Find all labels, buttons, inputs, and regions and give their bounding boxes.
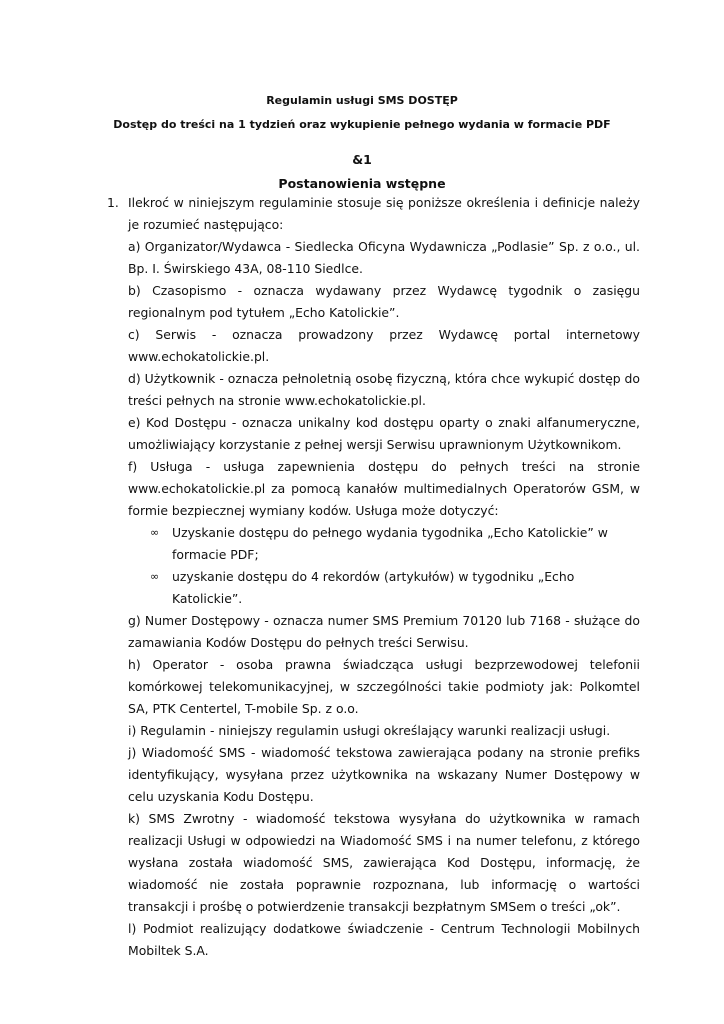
infinity-bullet-icon: ∞	[150, 570, 160, 583]
definition-d: d) Użytkownik - oznacza pełnoletnią osobę fizyczną, która chce wykupić dostęp do treści pełnych na stronie www.echokatolickie.pl.	[128, 371, 640, 408]
list-item-text: uzyskanie dostępu do 4 rekordów (artykułów) w tygodniku „Echo Katolickie”.	[172, 569, 575, 606]
document-title: Regulamin usługi SMS DOSTĘP	[266, 94, 458, 107]
definition-i: i) Regulamin - niniejszy regulamin usługi określający warunki realizacji usługi.	[128, 723, 611, 738]
infinity-bullet-icon: ∞	[150, 526, 160, 539]
definition-e: e) Kod Dostępu - oznacza unikalny kod dostępu oparty o znaki alfanumeryczne, umożliwiający korzystanie z pełnej wersji Serwisu uprawnionym Użytkownikom.	[128, 415, 640, 452]
definition-c: c) Serwis - oznacza prowadzony przez Wydawcę portal internetowy www.echokatolickie.pl.	[128, 327, 640, 364]
definition-g: g) Numer Dostępowy - oznacza numer SMS Premium 70120 lub 7168 - służące do zamawiania Kodów Dostępu do pełnych treści Serwisu.	[128, 613, 640, 650]
definition-j: j) Wiadomość SMS - wiadomość tekstowa zawierająca podany na stronie prefiks identyfikujący, wysyłana przez użytkownika na wskazany Numer Dostępowy w celu uzyskania Kodu Dostępu.	[128, 745, 640, 804]
definition-k: k) SMS Zwrotny - wiadomość tekstowa wysyłana do użytkownika w ramach realizacji Usługi w odpowiedzi na Wiadomość SMS i na numer telefonu, z którego wysłana została wiadomość SMS, zawierająca Kod Dostępu, informację, że wiadomość nie została poprawnie rozpoznana, lub informację o wartości transakcji i prośbę o potwierdzenie transakcji bezpłatnym SMSem o treści „ok”.	[128, 811, 640, 914]
item-body	[128, 192, 640, 962]
list-item	[128, 522, 640, 566]
intro-paragraph: Ilekroć w niniejszym regulaminie stosuje się poniższe określenia i definicje należy je rozumieć następująco:	[128, 195, 640, 232]
definition-h: h) Operator - osoba prawna świadcząca usługi bezprzewodowej telefonii komórkowej telekomunikacyjnej, w szczególności takie podmioty jak: Polkomtel SA, PTK Centertel, T-mobile Sp. z o.o.	[128, 657, 640, 716]
section-title: Postanowienia wstępne	[278, 176, 446, 191]
definition-b: b) Czasopismo - oznacza wydawany przez Wydawcę tygodnik o zasięgu regionalnym pod tytułem „Echo Katolickie”.	[128, 283, 640, 320]
definition-f: f) Usługa - usługa zapewnienia dostępu do pełnych treści na stronie www.echokatolickie.pl za pomocą kanałów multimedialnych Operatorów GSM, w formie bezpiecznej wymiany kodów. Usługa może dotyczyć:	[128, 459, 640, 518]
document-subtitle: Dostęp do treści na 1 tydzień oraz wykupienie pełnego wydania w formacie PDF	[113, 118, 611, 131]
list-item-text: Uzyskanie dostępu do pełnego wydania tygodnika „Echo Katolickie” w formacie PDF;	[172, 525, 608, 562]
list-item	[128, 566, 640, 610]
definition-l: l) Podmiot realizujący dodatkowe świadczenie - Centrum Technologii Mobilnych Mobiltek S.A.	[128, 921, 640, 958]
item-number: 1.	[107, 195, 119, 210]
section-number: &1	[352, 152, 372, 167]
definition-f-list	[128, 522, 640, 610]
definition-a: a) Organizator/Wydawca - Siedlecka Oficyna Wydawnicza „Podlasie” Sp. z o.o., ul. Bp. I. Świrskiego 43A, 08-110 Siedlce.	[128, 239, 640, 276]
